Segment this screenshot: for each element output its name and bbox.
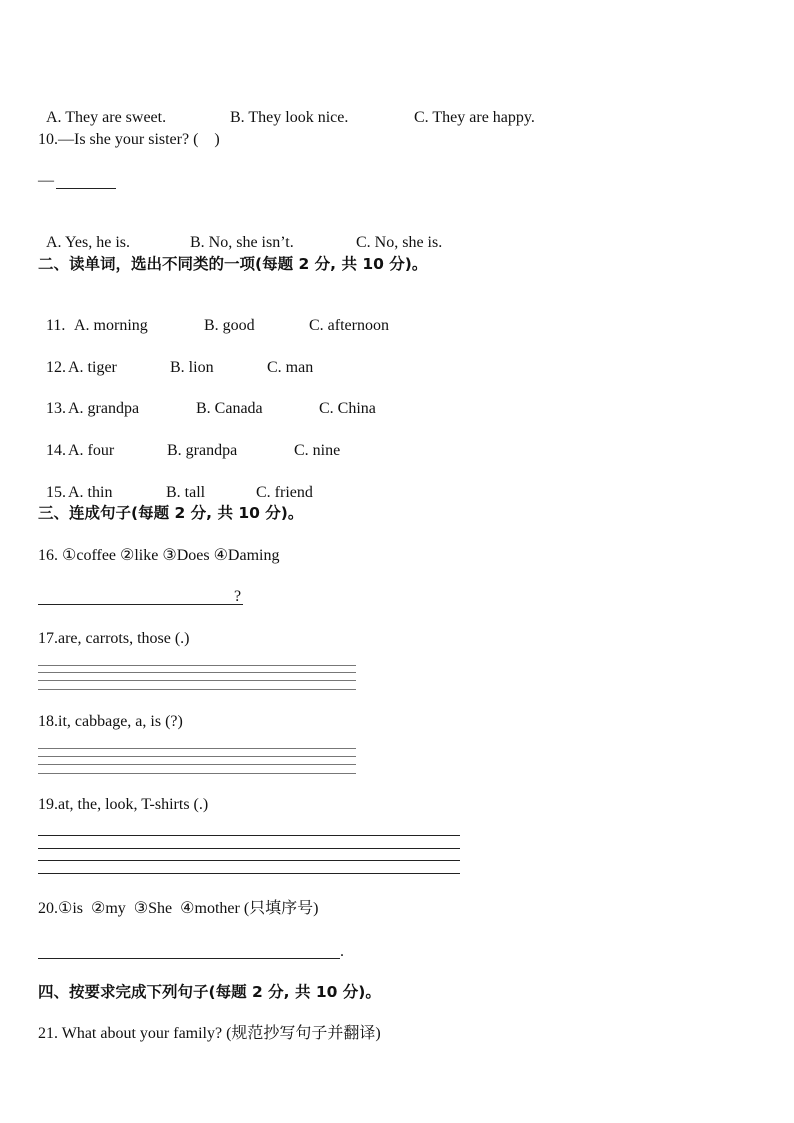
q19-writing-line-4[interactable]	[38, 873, 460, 874]
q10-stem: 10.—Is she your sister? ( )	[38, 131, 220, 148]
q13-option-c: C. China	[319, 400, 376, 417]
q15-number: 15.	[46, 484, 66, 501]
q13-option-b: B. Canada	[196, 400, 263, 417]
q13-number: 13.	[46, 400, 66, 417]
q12-option-a: A. tiger	[68, 359, 117, 376]
q10-option-b: B. No, she isn’t.	[190, 234, 294, 251]
q11-option-b: B. good	[204, 317, 255, 334]
q10-options-row	[38, 213, 442, 253]
q19-writing-line-2[interactable]	[38, 848, 460, 849]
section4-title: 四、按要求完成下列句子(每题 2 分, 共 10 分)。	[38, 983, 381, 1001]
q10-option-a: A. Yes, he is.	[46, 234, 131, 251]
q14-number: 14.	[46, 442, 66, 459]
q14-option-c: C. nine	[294, 442, 341, 459]
q19-words: 19.at, the, look, T-shirts (.)	[38, 796, 209, 813]
q14-option-a: A. four	[68, 442, 115, 459]
q19-writing-line-1[interactable]	[38, 835, 460, 836]
q10-option-c: C. No, she is.	[356, 234, 443, 251]
q15-option-c: C. friend	[256, 484, 313, 501]
q12-row	[38, 338, 313, 378]
q15-option-a: A. thin	[68, 484, 113, 501]
q14-row	[38, 421, 340, 461]
q9-option-c: C. They are happy.	[414, 109, 535, 126]
q11-option-a: A. morning	[74, 317, 148, 334]
q12-option-b: B. lion	[170, 359, 214, 376]
q14-option-b: B. grandpa	[167, 442, 238, 459]
q12-number: 12.	[46, 359, 66, 376]
q17-writing-line-1[interactable]	[38, 665, 356, 666]
q17-writing-line-4[interactable]	[38, 689, 356, 690]
q17-words: 17.are, carrots, those (.)	[38, 630, 190, 647]
q9-options-row	[38, 88, 535, 128]
section2-title: 二、读单词，选出不同类的一项(每题 2 分, 共 10 分)。	[38, 255, 428, 273]
q11-number: 11.	[46, 317, 66, 334]
q10-answer-dash: —	[38, 172, 54, 189]
q16-words: 16. ①coffee ②like ③Does ④Daming	[38, 547, 280, 564]
q20-period: .	[340, 943, 344, 960]
q20-answer-line[interactable]	[38, 940, 340, 959]
q17-writing-line-2[interactable]	[38, 672, 356, 673]
q18-words: 18.it, cabbage, a, is (?)	[38, 713, 183, 730]
q18-writing-line-4[interactable]	[38, 773, 356, 774]
q20-words: 20.①is ②my ③She ④mother (只填序号)	[38, 900, 319, 917]
q11-option-c: C. afternoon	[309, 317, 389, 334]
q18-writing-line-3[interactable]	[38, 764, 356, 765]
q18-writing-line-2[interactable]	[38, 756, 356, 757]
q15-row	[38, 463, 313, 503]
q9-option-b: B. They look nice.	[230, 109, 349, 126]
q12-option-c: C. man	[267, 359, 314, 376]
q17-writing-line-3[interactable]	[38, 680, 356, 681]
section3-title: 三、连成句子(每题 2 分, 共 10 分)。	[38, 504, 304, 522]
q10-answer-blank[interactable]	[56, 188, 116, 189]
q13-row	[38, 379, 376, 419]
q9-option-a: A. They are sweet.	[46, 109, 167, 126]
q16-question-mark: ?	[234, 588, 242, 605]
q15-option-b: B. tall	[166, 484, 206, 501]
q11-row	[38, 296, 389, 336]
q13-option-a: A. grandpa	[68, 400, 140, 417]
q19-writing-line-3[interactable]	[38, 860, 460, 861]
q16-answer-line[interactable]	[38, 586, 243, 605]
q21-stem: 21. What about your family? (规范抄写句子并翻译)	[38, 1025, 381, 1042]
q18-writing-line-1[interactable]	[38, 748, 356, 749]
